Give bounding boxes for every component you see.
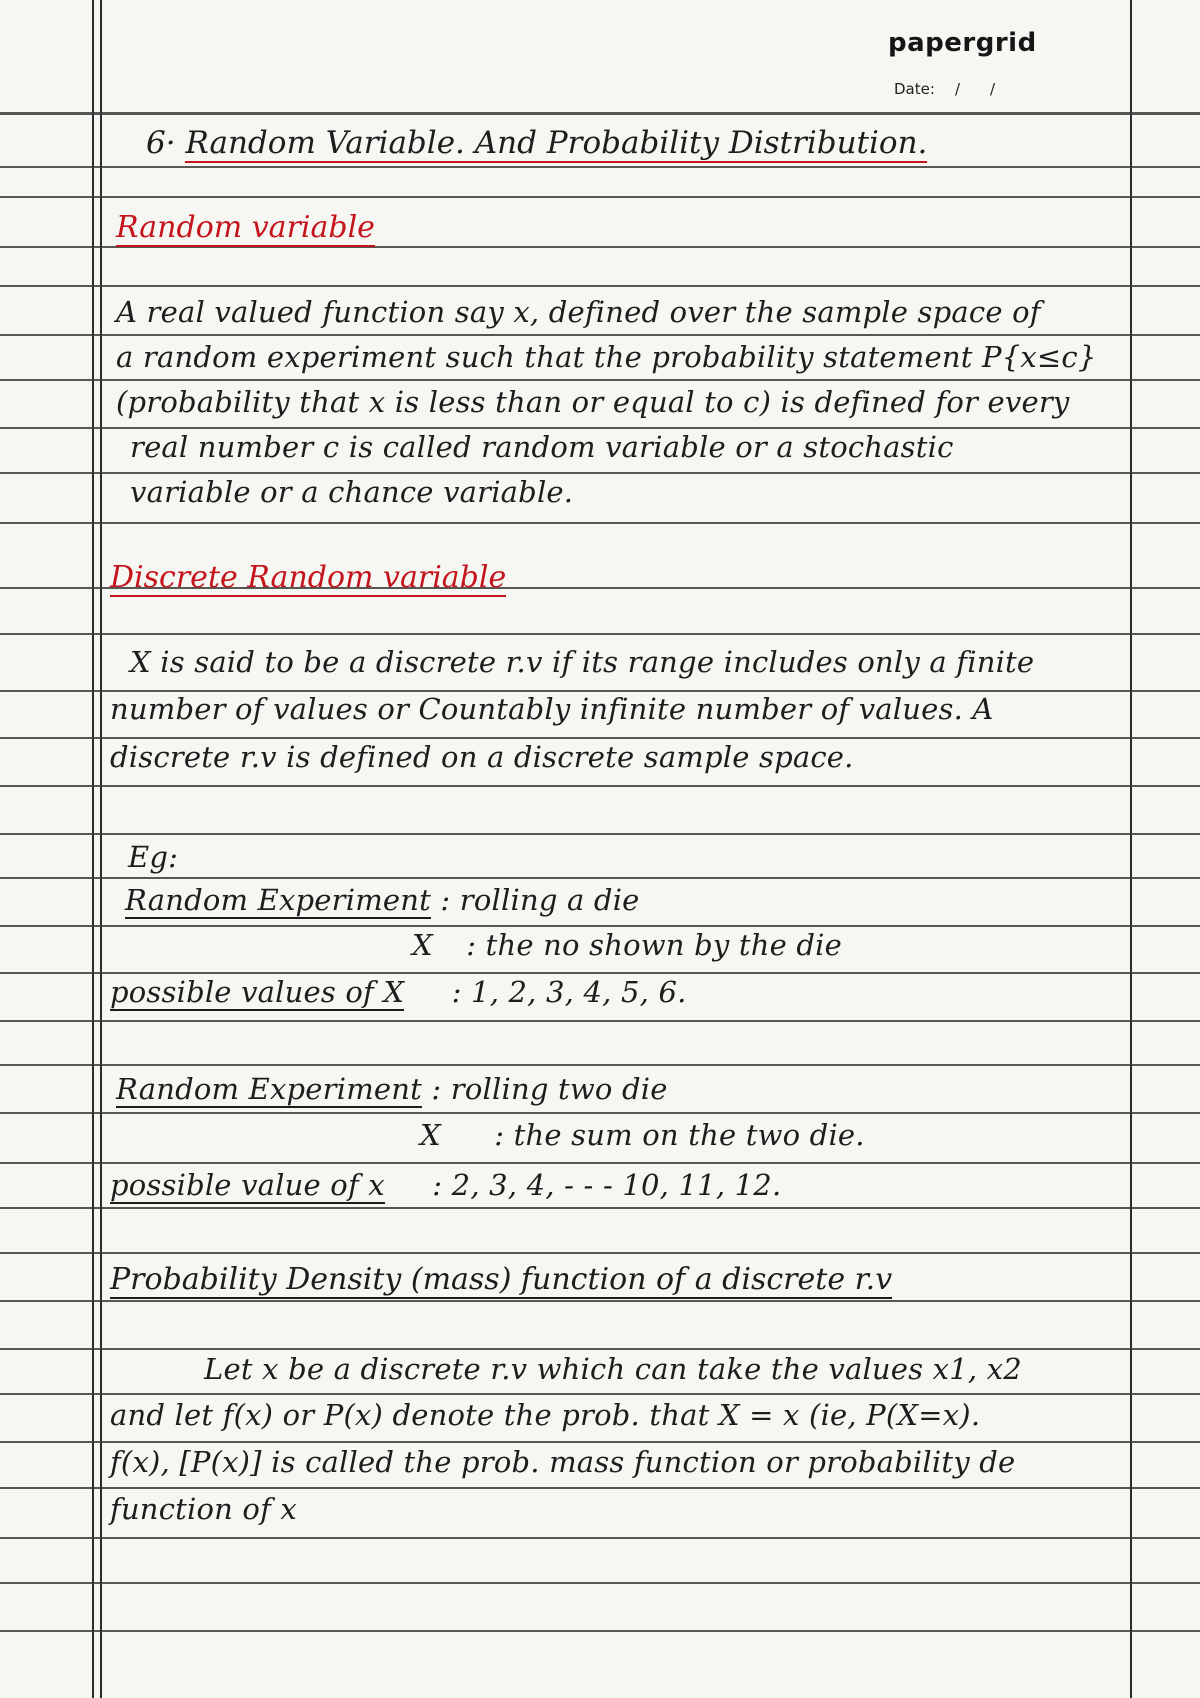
ex1-experiment-value: : rolling a die: [440, 883, 640, 917]
discrete-line-3: discrete r.v is defined on a discrete sample space.: [110, 740, 854, 774]
heading-pmf: [110, 1262, 892, 1297]
date-separator: /: [955, 80, 961, 98]
ex2-values-label: possible value of x: [110, 1168, 385, 1202]
heading-text: Random variable: [116, 210, 375, 245]
ex2-values-value: : 2, 3, 4, - - - 10, 11, 12.: [432, 1168, 782, 1202]
ex1-values-value: : 1, 2, 3, 4, 5, 6.: [451, 975, 687, 1009]
ex2-experiment-label: Random Experiment: [116, 1072, 422, 1106]
title-number: 6·: [146, 125, 176, 161]
ex2-x-label: X: [420, 1118, 441, 1152]
ex2-experiment: [116, 1072, 668, 1106]
ex1-values: [110, 975, 687, 1009]
title-text: Random Variable. And Probability Distribution.: [185, 125, 928, 161]
rv-line-1: A real valued function say x, defined over the sample space of: [116, 295, 1041, 329]
pmf-line-2: and let f(x) or P(x) denote the prob. that X = x (ie, P(X=x).: [110, 1398, 981, 1432]
heading-discrete-random-variable: [110, 560, 506, 595]
page-title: [146, 125, 927, 161]
rv-line-5: variable or a chance variable.: [130, 475, 574, 509]
rv-line-3: (probability that x is less than or equal to c) is defined for every: [116, 385, 1070, 419]
rv-line-4: real number c is called random variable or a stochastic: [130, 430, 954, 464]
brand-logo: papergrid: [888, 28, 1037, 58]
rv-line-2: a random experiment such that the probability statement P{x≤c}: [116, 340, 1097, 374]
ex1-x-value: : the no shown by the die: [466, 928, 842, 962]
ex1-x-label: X: [412, 928, 433, 962]
discrete-line-2: number of values or Countably infinite number of values. A: [110, 692, 994, 726]
date-separator: /: [990, 80, 996, 98]
ex2-values: [110, 1168, 781, 1202]
pmf-line-1: Let x be a discrete r.v which can take the values x1, x2: [204, 1352, 1022, 1386]
ex1-x: [412, 928, 842, 962]
ex1-experiment: [125, 883, 640, 917]
ex2-x-value: : the sum on the two die.: [494, 1118, 865, 1152]
ex2-experiment-value: : rolling two die: [431, 1072, 668, 1106]
date-label: Date:: [894, 80, 935, 98]
heading-text: Discrete Random variable: [110, 560, 507, 595]
eg-label: Eg:: [128, 840, 179, 874]
ex1-experiment-label: Random Experiment: [125, 883, 431, 917]
ex2-x: [420, 1118, 865, 1152]
heading-random-variable: [116, 210, 375, 245]
discrete-line-1: X is said to be a discrete r.v if its range includes only a finite: [130, 645, 1035, 679]
pmf-line-4: function of x: [110, 1492, 297, 1526]
pmf-line-3: f(x), [P(x)] is called the prob. mass function or probability de: [110, 1445, 1016, 1479]
heading-text: Probability Density (mass) function of a discrete r.v: [110, 1262, 893, 1297]
ex1-values-label: possible values of X: [110, 975, 405, 1009]
